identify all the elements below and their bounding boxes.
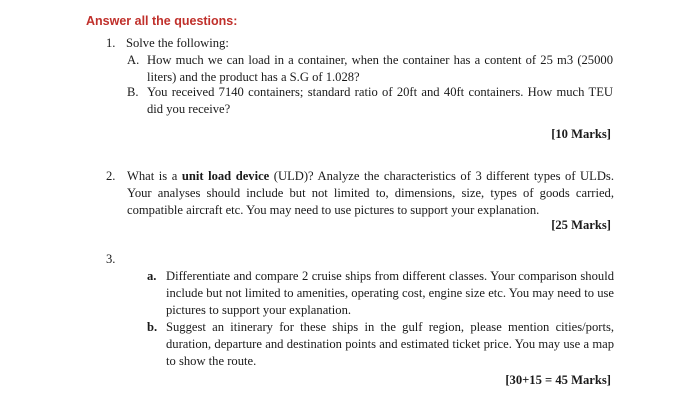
question-1b-label: B.: [127, 85, 139, 99]
question-1-marks: [10 Marks]: [551, 127, 611, 141]
question-1-intro: Solve the following:: [126, 36, 229, 50]
question-3a-text: Differentiate and compare 2 cruise ships from different classes. Your comparison should include but not limited to amenities, operating cost, engine size etc. You may need to use pictures to support your explanation.: [166, 269, 614, 317]
question-2-text: [127, 168, 614, 219]
page-heading: Answer all the questions:: [86, 14, 238, 28]
question-2-keyword: unit load device: [181, 169, 270, 183]
question-3-marks: [30+15 = 45 Marks]: [505, 373, 611, 387]
question-2-number: 2.: [106, 169, 116, 183]
question-2-marks: [25 Marks]: [551, 218, 611, 232]
question-2-text-end: (ULD)? Analyze the characteristics of 3 different types of ULDs. Your analyses should include but not limited to, dimensions, size, types of goods carried, compatible aircraft etc. You may need to use pictures to support your explanation.: [127, 169, 614, 217]
question-1a-label: A.: [127, 53, 140, 67]
question-3b-label: b.: [147, 320, 158, 334]
question-3a-label: a.: [147, 269, 157, 283]
question-1-number: 1.: [106, 36, 116, 50]
question-3b-text: Suggest an itinerary for these ships in the gulf region, please mention cities/ports, duration, departure and destination points and estimated ticket price. You may use a map to show the route.: [166, 320, 614, 368]
question-2-text-start: What is a: [127, 169, 182, 183]
question-1a-text: How much we can load in a container, when the container has a content of 25 m3 (25000 liters) and the product has a S.G of 1.028?: [147, 53, 613, 84]
question-3-number: 3.: [106, 252, 116, 266]
question-1b-text: You received 7140 containers; standard ratio of 20ft and 40ft containers. How much TEU did you receive?: [147, 85, 613, 116]
